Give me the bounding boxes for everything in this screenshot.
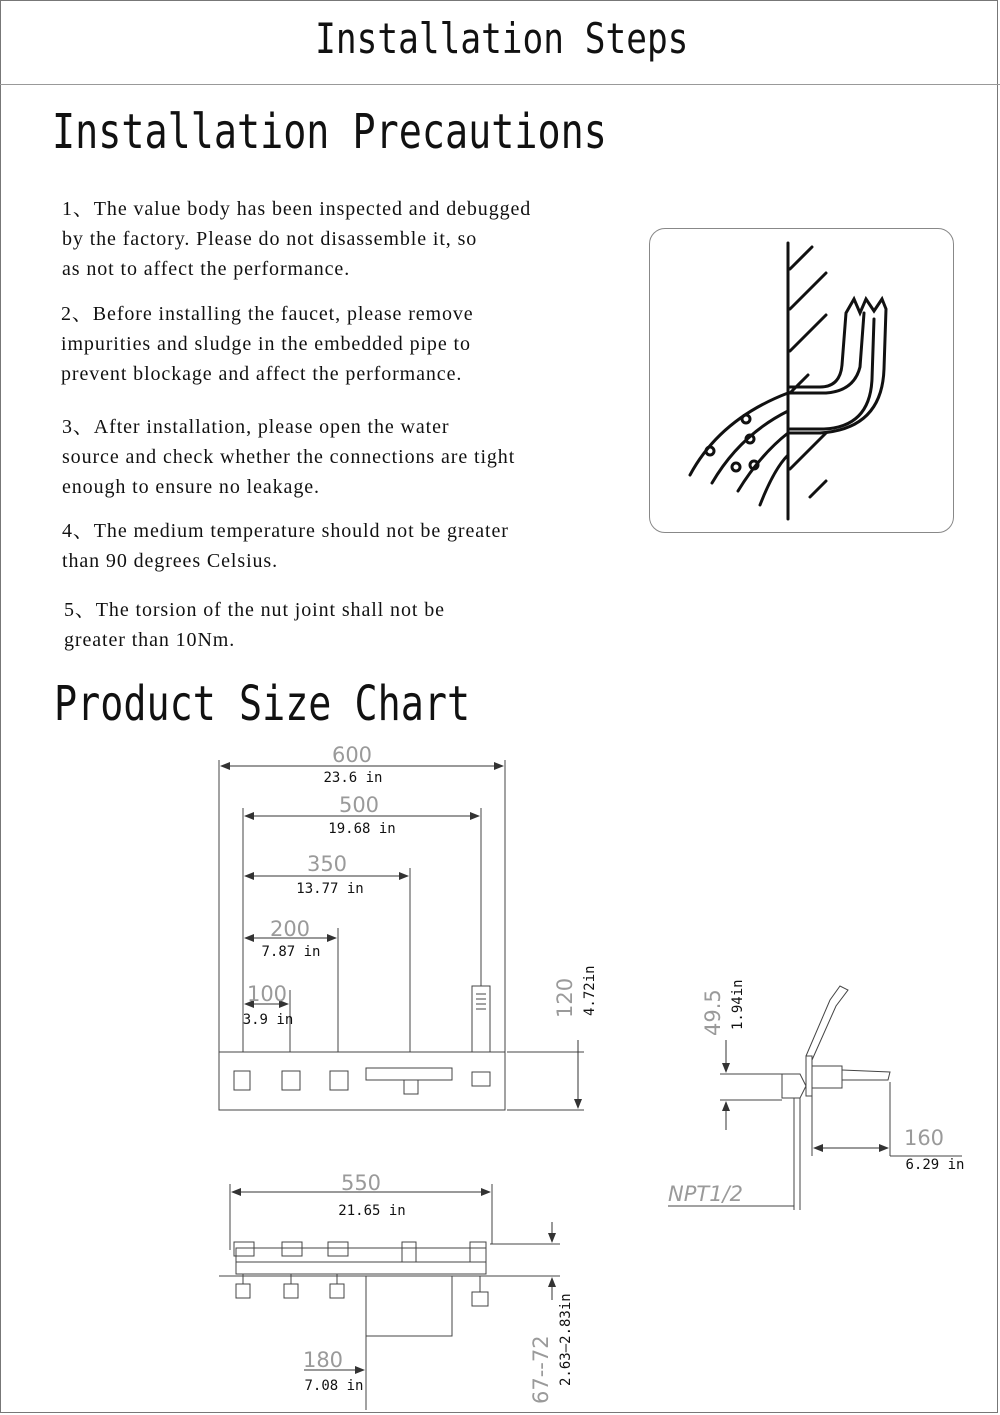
handle-3 — [330, 1071, 348, 1090]
spout-slot — [366, 1068, 452, 1080]
precaution-item-3: 3、After installation, please open the water source and check whether the connections are tight enough to ensure no leakage. — [62, 416, 516, 498]
front-view-body — [219, 1052, 505, 1110]
dim-120-mm: 120 — [553, 977, 577, 1018]
dim-600-in: 23.6 in — [323, 770, 383, 786]
dim-200-mm: 200 — [269, 917, 311, 941]
hand-shower — [472, 986, 490, 1052]
dim-180-in: 7.08 in — [304, 1378, 364, 1394]
dim-500-mm: 500 — [338, 793, 380, 817]
precaution-item-1: 1、The value body has been inspected and debugged by the factory. Please do not disassemble it, so as not to affect the performance. — [62, 198, 532, 280]
precaution-item-2: 2、Before installing the faucet, please remove impurities and sludge in the embedded pipe to prevent blockage and affect the performance. — [61, 303, 474, 385]
page-title: Installation Steps — [315, 14, 689, 63]
precautions-heading: Installation Precautions — [52, 104, 607, 160]
dim-200-in: 7.87 in — [261, 944, 321, 960]
dim-49-5-in: 1.94in — [730, 979, 746, 1030]
dim-67-72-mm: 67--72 — [529, 1335, 553, 1404]
dim-67-72-in: 2.63—2.83in — [558, 1293, 574, 1386]
dim-350-mm: 350 — [306, 852, 348, 876]
top-view-bar — [236, 1248, 486, 1262]
dim-350-in: 13.77 in — [296, 881, 364, 897]
dim-550-in: 21.65 in — [338, 1203, 406, 1219]
side-hand-shower — [806, 986, 848, 1060]
dim-600-mm: 600 — [331, 743, 373, 767]
dim-550-mm: 550 — [340, 1171, 382, 1195]
side-valve — [782, 1074, 806, 1098]
size-chart-heading: Product Size Chart — [54, 676, 471, 732]
dim-49-5-mm: 49.5 — [701, 989, 725, 1036]
dim-500-in: 19.68 in — [328, 821, 396, 837]
precaution-item-4: 4、The medium temperature should not be greater than 90 degrees Celsius. — [62, 520, 509, 572]
dim-100-in: 3.9 in — [242, 1012, 294, 1028]
precaution-item-5: 5、The torsion of the nut joint shall not be greater than 10Nm. — [64, 599, 445, 651]
dim-120-in: 4.72in — [582, 965, 598, 1016]
handle-2 — [282, 1071, 300, 1090]
dim-160-mm: 160 — [903, 1126, 945, 1150]
thread-spec: NPT1/2 — [668, 1182, 743, 1206]
dim-180-mm: 180 — [302, 1348, 344, 1372]
dim-160-in: 6.29 in — [905, 1157, 965, 1173]
dim-100-mm: 100 — [246, 982, 288, 1006]
handle-1 — [234, 1071, 250, 1090]
